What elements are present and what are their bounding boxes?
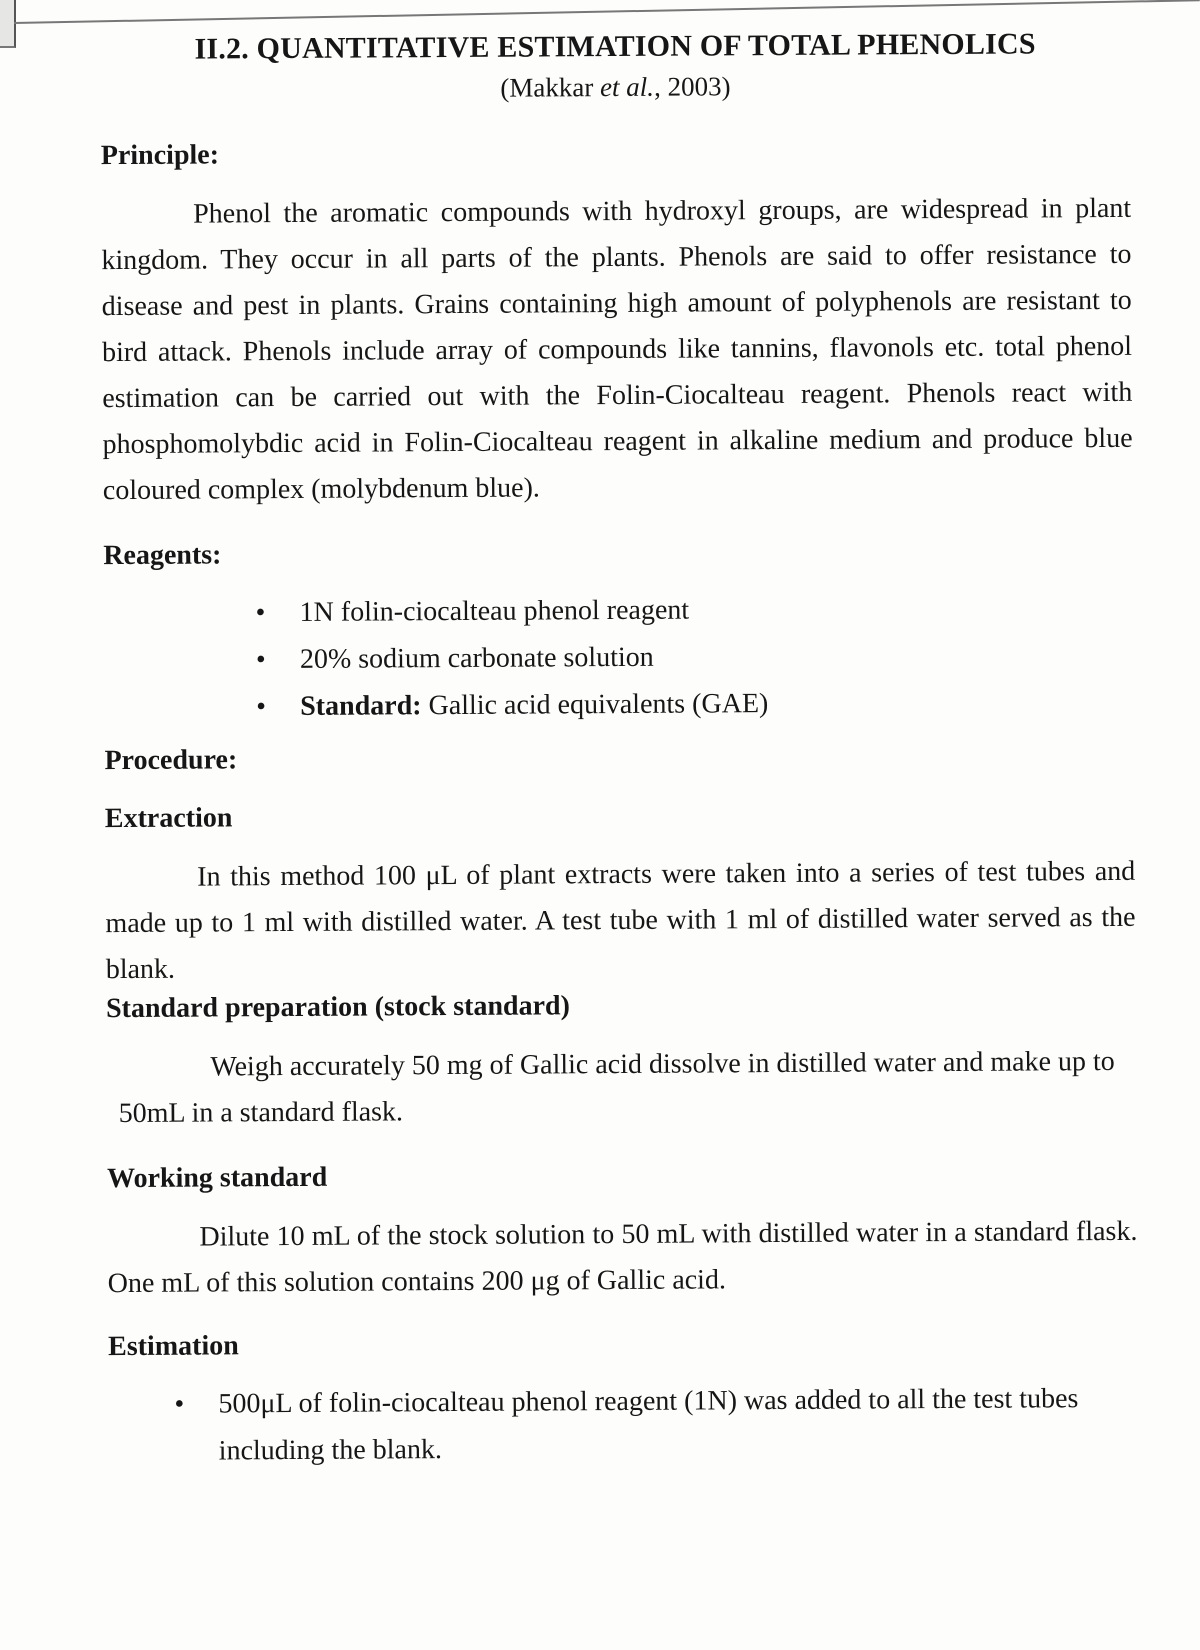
standard-text: Gallic acid equivalents (GAE)	[421, 688, 769, 722]
reagent-item-text: 20% sodium carbonate solution	[299, 641, 654, 675]
bullet-icon: •	[255, 644, 266, 676]
citation-suffix: , 2003)	[653, 71, 731, 102]
citation-etal: et al.	[599, 71, 655, 103]
list-item	[255, 631, 1134, 683]
bullet-icon: •	[255, 597, 266, 629]
extraction-paragraph: In this method 100 μL of plant extracts were taken into a series of test tubes and made up to 1 ml with distilled water. A test tube with 1 ml of distilled water served as the blank.	[105, 855, 1136, 986]
principle-heading: Principle:	[100, 139, 220, 172]
list-item	[174, 1375, 1137, 1475]
document-content	[100, 17, 1139, 1475]
citation-prefix: (Makkar	[500, 72, 601, 103]
standard-preparation-heading: Standard preparation (stock standard)	[105, 990, 570, 1025]
principle-paragraph: Phenol the aromatic compounds with hydroxyl groups, are widespread in plant kingdom. They occur in all parts of the plants. Phenols are said to offer resistance to disease and pest in plants. Grains containing high amount of polyphenols are resistant to bird attack. Phenols include array of compounds like tannins, flavonols etc. total phenol estimation can be carried out with the Folin-Ciocalteau reagent. Phenols react with phosphomolybdic acid in Folin-Ciocalteau reagent in alkaline medium and produce blue coloured complex (molybdenum blue).	[101, 192, 1133, 507]
document-title: II.2. QUANTITATIVE ESTIMATION OF TOTAL PHENOLICS	[194, 27, 1036, 66]
estimation-heading: Estimation	[107, 1330, 239, 1363]
list-item	[255, 584, 1133, 636]
bullet-icon: •	[256, 691, 267, 723]
standard-preparation-paragraph: Weigh accurately 50 mg of Gallic acid dissolve in distilled water and make up to 50mL in a standard flask.	[118, 1045, 1115, 1130]
reagents-list	[255, 584, 1134, 730]
procedure-heading: Procedure:	[104, 744, 238, 777]
reagents-heading: Reagents:	[103, 539, 222, 572]
estimation-item-text: 500μL of folin-ciocalteau phenol reagent (1N) was added to all the test tubes including the blank.	[218, 1383, 1079, 1467]
bullet-icon: •	[174, 1388, 185, 1420]
reagent-item-text: 1N folin-ciocalteau phenol reagent	[299, 594, 690, 628]
standard-label: Standard:	[300, 690, 422, 722]
working-standard-paragraph: Dilute 10 mL of the stock solution to 50 mL with distilled water in a standard flask. One mL of this solution contains 200 μg of Gallic acid.	[107, 1215, 1138, 1300]
estimation-list	[174, 1375, 1137, 1475]
extraction-heading: Extraction	[104, 802, 233, 835]
citation	[100, 69, 1130, 106]
list-item	[256, 678, 1134, 730]
working-standard-heading: Working standard	[106, 1161, 328, 1195]
